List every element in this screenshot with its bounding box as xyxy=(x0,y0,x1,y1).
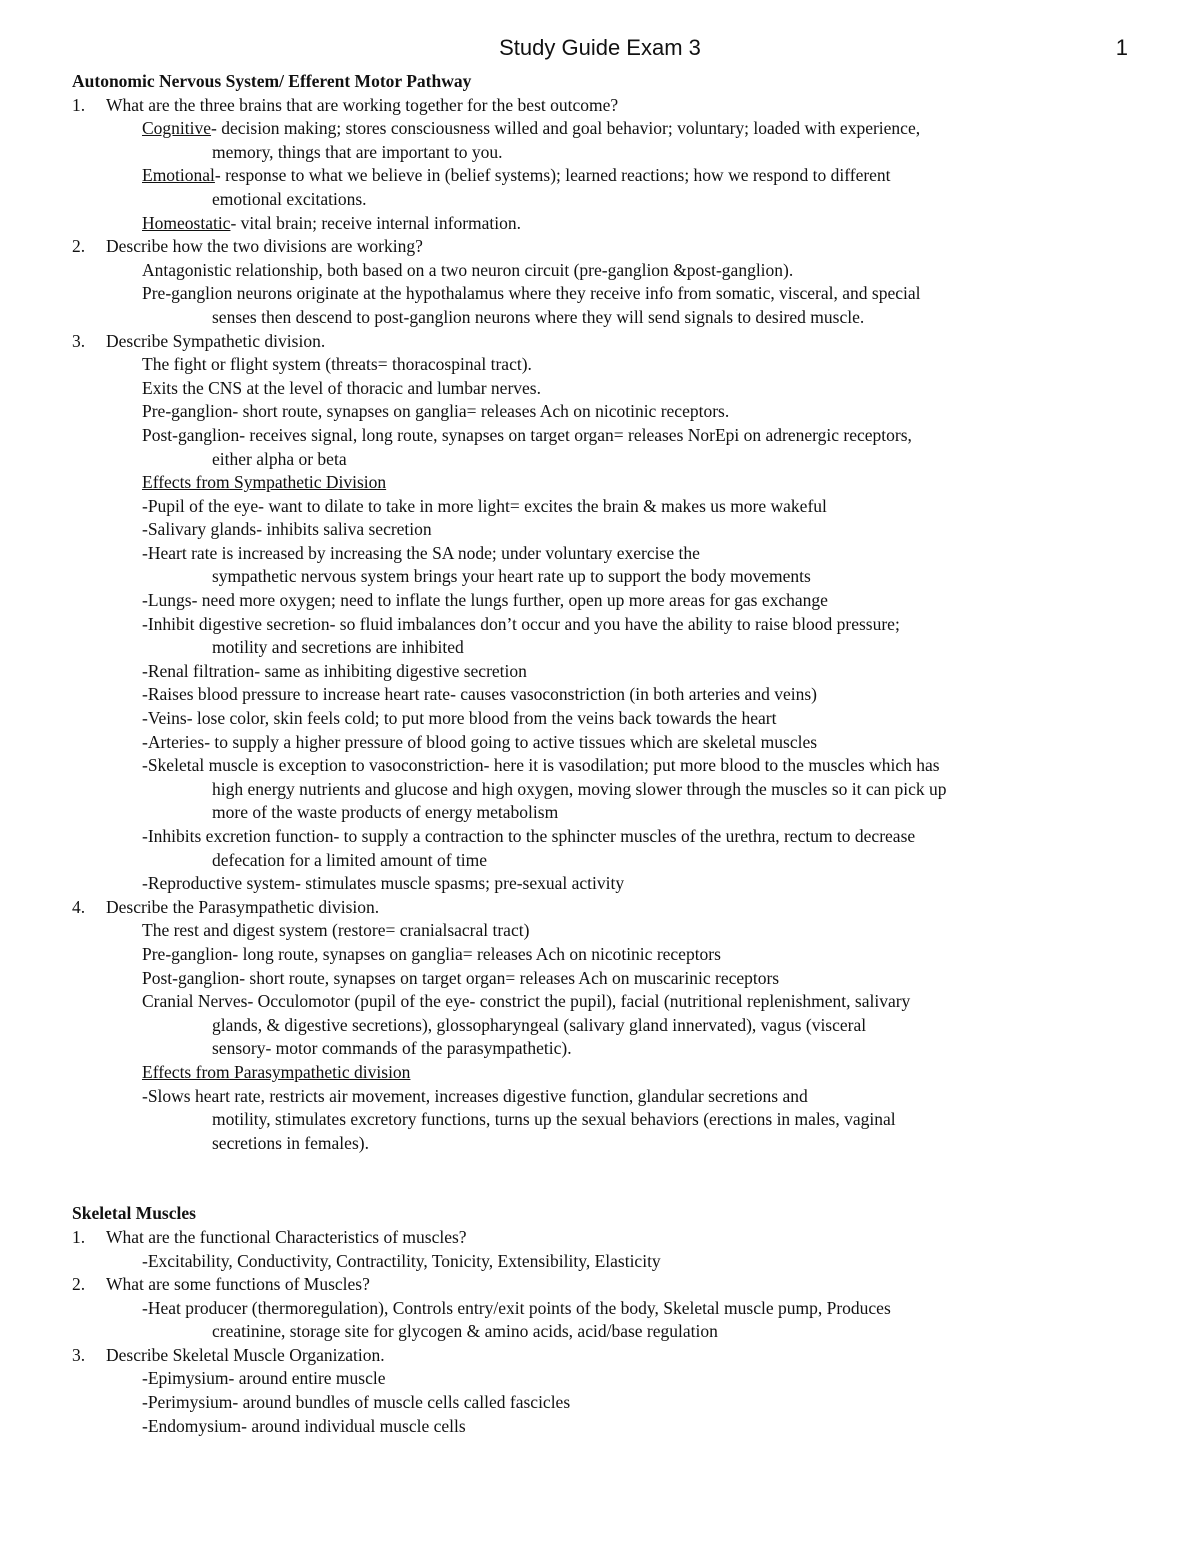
question-text: Describe Skeletal Muscle Organization. xyxy=(106,1344,385,1365)
answer-line xyxy=(72,212,1142,236)
answer-text: -Skeletal muscle is exception to vasoconstriction- here it is vasodilation; put more blood to the muscles which has xyxy=(142,755,940,776)
answer-text: The rest and digest system (restore= cranialsacral tract) xyxy=(142,920,530,941)
answer-line xyxy=(72,660,1142,684)
answer-text: -Reproductive system- stimulates muscle spasms; pre-sexual activity xyxy=(142,873,625,894)
answer-continuation-line xyxy=(72,849,1142,873)
question-number: 4. xyxy=(72,896,86,917)
answer-continuation-line xyxy=(72,1320,1142,1344)
answer-continuation-line xyxy=(72,448,1142,472)
answer-line xyxy=(72,754,1142,778)
answer-text: -Excitability, Conductivity, Contractility, Tonicity, Extensibility, Elasticity xyxy=(142,1250,661,1271)
answer-text: -Perimysium- around bundles of muscle cells called fascicles xyxy=(142,1392,571,1413)
question-number: 3. xyxy=(72,1344,86,1365)
answer-line xyxy=(72,1061,1142,1085)
answer-line xyxy=(72,1297,1142,1321)
answer-text: -Endomysium- around individual muscle cells xyxy=(142,1415,466,1436)
answer-text: memory, things that are important to you. xyxy=(212,141,503,162)
question xyxy=(72,1273,1142,1297)
answer-text: creatinine, storage site for glycogen & amino acids, acid/base regulation xyxy=(212,1321,718,1342)
answer-text: The fight or flight system (threats= thoracospinal tract). xyxy=(142,354,532,375)
answer-continuation-line xyxy=(72,565,1142,589)
answer-text: Pre-ganglion neurons originate at the hypothalamus where they receive info from somatic, visceral, and special xyxy=(142,283,921,304)
page-number: 1 xyxy=(1115,35,1128,60)
answer-continuation-line xyxy=(72,778,1142,802)
answer-text: secretions in females). xyxy=(212,1132,369,1153)
answer-text: - response to what we believe in (belief systems); learned reactions; how we respond to different xyxy=(214,165,891,186)
question xyxy=(72,1226,1142,1250)
answer-text: -Epimysium- around entire muscle xyxy=(142,1368,386,1389)
answer-text: Exits the CNS at the level of thoracic and lumbar nerves. xyxy=(142,377,541,398)
answer-line xyxy=(72,542,1142,566)
question-number: 1. xyxy=(72,94,86,115)
answer-line xyxy=(72,1391,1142,1415)
question-text: What are the functional Characteristics of muscles? xyxy=(106,1226,467,1247)
underlined-term: Emotional xyxy=(142,165,215,186)
question-number: 2. xyxy=(72,1274,86,1295)
answer-line xyxy=(72,377,1142,401)
answer-text: more of the waste products of energy metabolism xyxy=(212,802,559,823)
answer-text: senses then descend to post-ganglion neurons where they will send signals to desired muscle. xyxy=(212,306,865,327)
answer-line xyxy=(72,1367,1142,1391)
answer-text: Antagonistic relationship, both based on a two neuron circuit (pre-ganglion &post-ganglion). xyxy=(142,259,794,280)
answer-continuation-line xyxy=(72,306,1142,330)
question-text: What are some functions of Muscles? xyxy=(106,1274,370,1295)
answer-line xyxy=(72,731,1142,755)
answer-line xyxy=(72,518,1142,542)
answer-text: either alpha or beta xyxy=(212,448,347,469)
answer-line xyxy=(72,1415,1142,1439)
question xyxy=(72,330,1142,354)
answer-text: -Slows heart rate, restricts air movement, increases digestive function, glandular secretions and xyxy=(142,1085,808,1106)
answer-continuation-line xyxy=(72,188,1142,212)
question-number: 2. xyxy=(72,236,86,257)
answer-text: -Inhibit digestive secretion- so fluid imbalances don’t occur and you have the ability to raise blood pressure; xyxy=(142,613,900,634)
answer-text: sympathetic nervous system brings your heart rate up to support the body movements xyxy=(212,566,811,587)
section-gap xyxy=(72,1155,1142,1202)
answer-line xyxy=(72,424,1142,448)
answer-text: -Inhibits excretion function- to supply a contraction to the sphincter muscles of the urethra, rectum to decrease xyxy=(142,826,916,846)
underlined-term: Effects from Parasympathetic division xyxy=(142,1061,411,1082)
answer-continuation-line xyxy=(72,1014,1142,1038)
answer-line xyxy=(72,471,1142,495)
answer-line xyxy=(72,967,1142,991)
question xyxy=(72,1344,1142,1368)
underlined-term: Cognitive xyxy=(142,118,212,139)
answer-line xyxy=(72,683,1142,707)
underlined-term: Homeostatic xyxy=(142,212,231,233)
answer-line xyxy=(72,164,1142,188)
answer-text: -Veins- lose color, skin feels cold; to put more blood from the veins back towards the heart xyxy=(142,708,777,729)
answer-continuation-line xyxy=(72,141,1142,165)
answer-text: -Lungs- need more oxygen; need to inflate the lungs further, open up more areas for gas exchange xyxy=(142,590,828,611)
question-number: 3. xyxy=(72,330,86,351)
answer-text: sensory- motor commands of the parasympathetic). xyxy=(212,1038,572,1059)
answer-line xyxy=(72,589,1142,613)
answer-text: motility and secretions are inhibited xyxy=(212,637,464,658)
answer-line xyxy=(72,259,1142,283)
answer-line xyxy=(72,495,1142,519)
answer-text: -Renal filtration- same as inhibiting digestive secretion xyxy=(142,660,527,681)
answer-text: Post-ganglion- receives signal, long route, synapses on target organ= releases NorEpi on adrenergic receptors, xyxy=(142,424,912,445)
answer-text: emotional excitations. xyxy=(212,188,367,209)
answer-text: Pre-ganglion- long route, synapses on ganglia= releases Ach on nicotinic receptors xyxy=(142,943,721,964)
answer-line xyxy=(72,400,1142,424)
answer-line xyxy=(72,990,1142,1014)
answer-text: Pre-ganglion- short route, synapses on ganglia= releases Ach on nicotinic receptors. xyxy=(142,401,730,422)
answer-text: motility, stimulates excretory functions, turns up the sexual behaviors (erections in males, vaginal xyxy=(212,1109,896,1130)
answer-line xyxy=(72,1250,1142,1274)
answer-continuation-line xyxy=(72,1108,1142,1132)
answer-text: -Heat producer (thermoregulation), Controls entry/exit points of the body, Skeletal muscle pump, Produces xyxy=(142,1297,891,1318)
document-body xyxy=(72,70,1142,1438)
answer-text: -Arteries- to supply a higher pressure of blood going to active tissues which are skeletal muscles xyxy=(142,731,818,752)
answer-line xyxy=(72,919,1142,943)
answer-text: -Pupil of the eye- want to dilate to take in more light= excites the brain & makes us more wakeful xyxy=(142,495,827,516)
page-header-title: Study Guide Exam 3 xyxy=(499,35,701,60)
answer-text: Post-ganglion- short route, synapses on target organ= releases Ach on muscarinic receptors xyxy=(142,967,780,988)
question-text: Describe how the two divisions are working? xyxy=(106,236,423,257)
question xyxy=(72,94,1142,118)
answer-text: high energy nutrients and glucose and high oxygen, moving slower through the muscles so it can pick up xyxy=(212,778,947,799)
answer-text: - vital brain; receive internal information. xyxy=(230,212,522,233)
question-number: 1. xyxy=(72,1226,86,1247)
answer-text: -Salivary glands- inhibits saliva secretion xyxy=(142,519,432,540)
underlined-term: Effects from Sympathetic Division xyxy=(142,472,387,493)
question-text: What are the three brains that are working together for the best outcome? xyxy=(106,94,619,115)
answer-text: -Heart rate is increased by increasing the SA node; under voluntary exercise the xyxy=(142,542,700,563)
answer-line xyxy=(72,282,1142,306)
answer-line xyxy=(72,117,1142,141)
answer-line xyxy=(72,707,1142,731)
answer-line xyxy=(72,353,1142,377)
answer-text: -Raises blood pressure to increase heart rate- causes vasoconstriction (in both arteries and veins) xyxy=(142,684,817,705)
answer-text: defecation for a limited amount of time xyxy=(212,849,488,870)
answer-line xyxy=(72,613,1142,637)
answer-line xyxy=(72,872,1142,896)
question xyxy=(72,235,1142,259)
question xyxy=(72,896,1142,920)
section-heading: Autonomic Nervous System/ Efferent Motor Pathway xyxy=(72,71,472,91)
answer-text: - decision making; stores consciousness willed and goal behavior; voluntary; loaded with experience, xyxy=(211,118,921,139)
answer-line xyxy=(72,825,1142,849)
question-text: Describe Sympathetic division. xyxy=(106,330,326,351)
answer-text: Cranial Nerves- Occulomotor (pupil of the eye- constrict the pupil), facial (nutritional replenishment, salivary xyxy=(142,991,911,1012)
answer-continuation-line xyxy=(72,1037,1142,1061)
answer-continuation-line xyxy=(72,801,1142,825)
answer-continuation-line xyxy=(72,1132,1142,1156)
answer-text: glands, & digestive secretions), glossopharyngeal (salivary gland innervated), vagus (visceral xyxy=(212,1014,867,1035)
answer-line xyxy=(72,943,1142,967)
answer-line xyxy=(72,1085,1142,1109)
question-text: Describe the Parasympathetic division. xyxy=(106,896,380,917)
section-heading: Skeletal Muscles xyxy=(72,1203,196,1224)
answer-continuation-line xyxy=(72,636,1142,660)
